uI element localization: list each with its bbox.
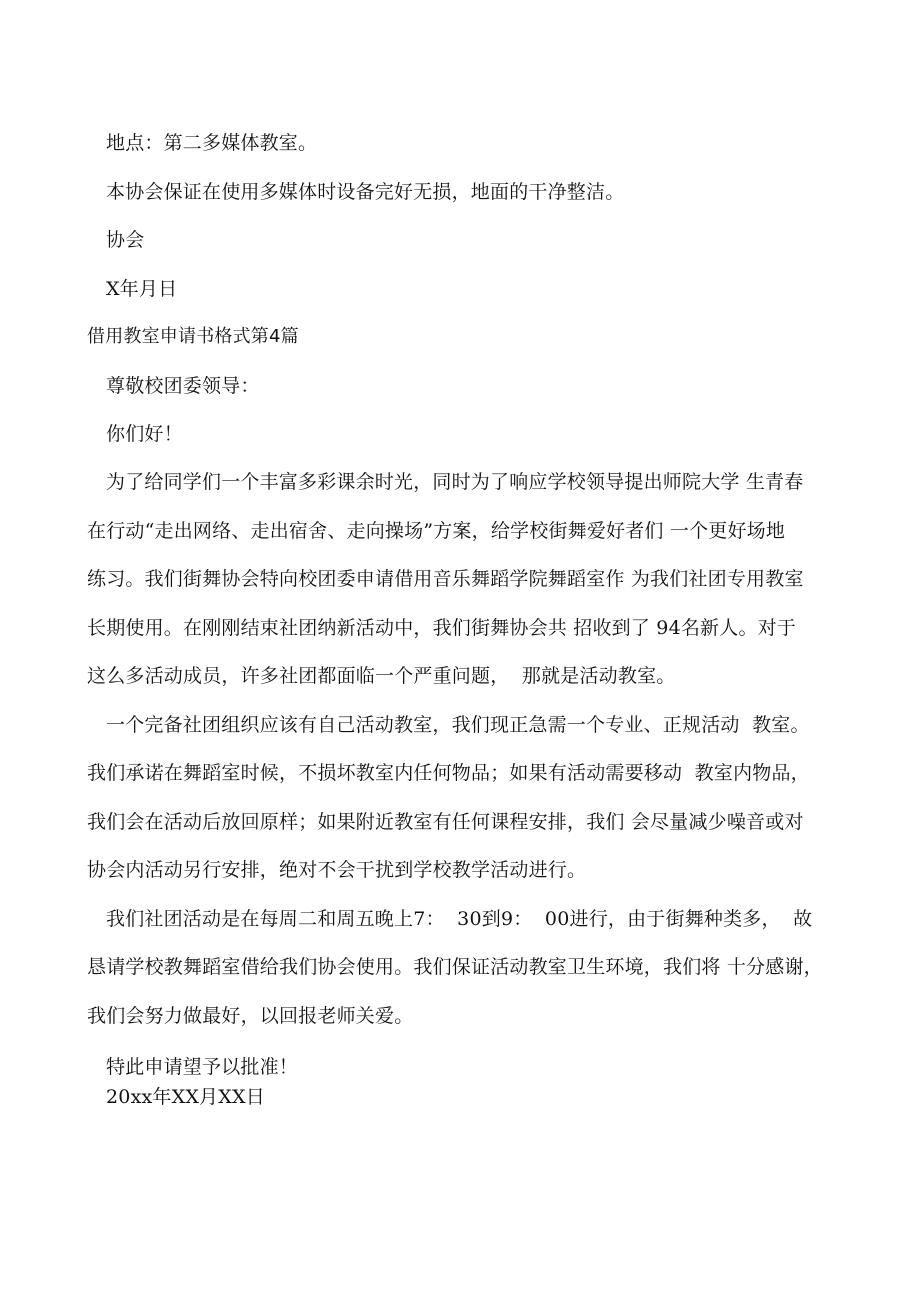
location-line: 地点：第二多媒体教室。 [106, 132, 318, 154]
paragraph-2-line-2: 我们承诺在舞蹈室时候，不损坏教室内任何物品；如果有活动需要移动 教室内物品， [87, 762, 810, 784]
salutation: 尊敬校团委领导： [106, 375, 260, 397]
guarantee-line: 本协会保证在使用多媒体时设备完好无损，地面的干净整洁。 [106, 181, 625, 203]
paragraph-2-line-1: 一个完备社团组织应该有自己活动教室，我们现正急需一个专业、正规活动 教室。 [106, 714, 810, 736]
paragraph-2-line-4: 协会内活动另行安排，绝对不会干扰到学校教学活动进行。 [87, 859, 587, 881]
signature-date: X年月日 [106, 278, 178, 300]
paragraph-1-line-4: 长期使用。在刚刚结束社团纳新活动中，我们街舞协会共 招收到了 94名新人。对于 [87, 617, 797, 639]
paragraph-1-line-1: 为了给同学们一个丰富多彩课余时光，同时为了响应学校领导提出师院大学 生青春 [106, 471, 804, 493]
paragraph-2-line-3: 我们会在活动后放回原样；如果附近教室有任何课程安排，我们 会尽量减少噪音或对 [87, 811, 804, 833]
paragraph-3-line-2: 恳请学校教舞蹈室借给我们协会使用。我们保证活动教室卫生环境，我们将 十分感谢， [87, 956, 823, 978]
paragraph-3-line-3: 我们会努力做最好，以回报老师关爱。 [87, 1005, 414, 1027]
paragraph-1-line-3: 练习。我们街舞协会特向校团委申请借用音乐舞蹈学院舞蹈室作 为我们社团专用教室 [87, 568, 804, 590]
paragraph-3-line-1: 我们社团活动是在每周二和周五晚上7： 30到9： 00进行，由于街舞种类多， 故 [106, 908, 813, 930]
final-date: 20xx年XX月XX日 [106, 1086, 265, 1108]
paragraph-1-line-5: 这么多活动成员，许多社团都面临一个严重问题， 那就是活动教室。 [87, 665, 676, 687]
greeting: 你们好！ [106, 423, 183, 445]
signature-organization: 协会 [106, 229, 145, 251]
section-title: 借用教室申请书格式第4篇 [87, 326, 299, 347]
closing-line: 特此申请望予以批准！ [106, 1056, 299, 1078]
paragraph-1-line-2: 在行动“走出网络、走出宿舍、走向操场”方案，给学校街舞爱好者们 一个更好场地 [87, 520, 786, 542]
